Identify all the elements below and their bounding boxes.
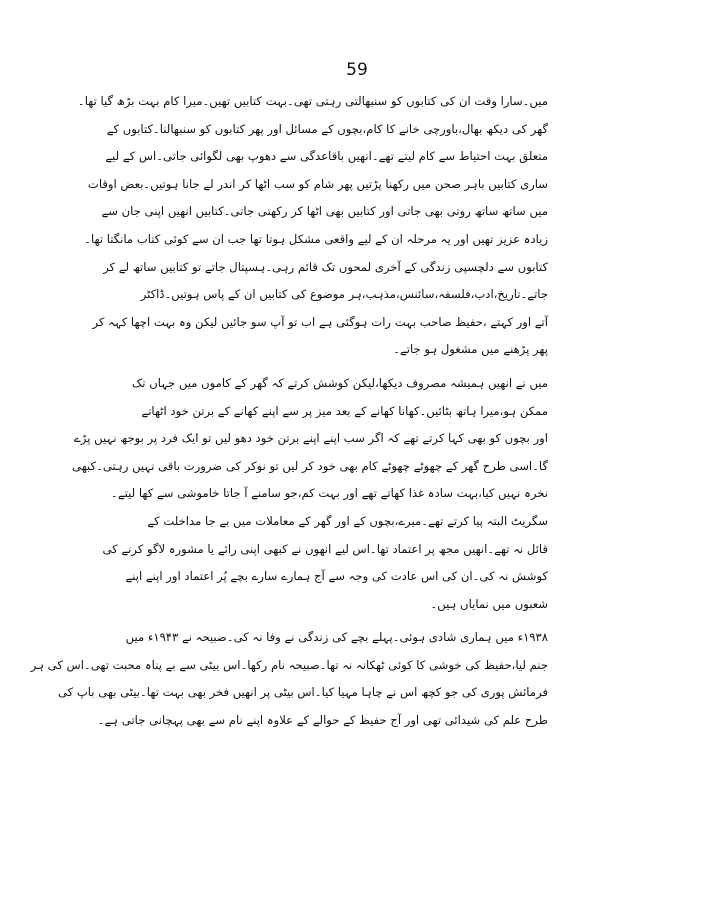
- text-line: فرمائش پوری کی جو کچھ اس نے چاہا مہیا کیا۔اس بیٹی پر انھیں فخر بھی بہت تھا۔بیٹی بھی باپ کی: [57, 685, 548, 700]
- text-line: زیادہ عزیز تھیں اور یہ مرحلہ ان کے لیے واقعی مشکل ہوتا تھا جب ان سے کوئی کتاب مانگتا تھا۔: [84, 231, 548, 246]
- text-line: ساری کتابیں باہر صحن میں رکھنا پڑتیں پھر شام کو سب اٹھا کر اندر لے جانا ہوتیں۔بعض اوقات: [87, 176, 548, 191]
- text-line: ممکن ہو،میرا ہاتھ بٹائیں۔کھانا کھانے کے بعد میز پر سے اپنے کھانے کے برتن خود اٹھاتے: [141, 403, 548, 418]
- text-line: کوشش نہ کی۔ان کی اس عادت کی وجہ سے آج ہمارے سارے بچے پُر اعتماد اور اپنے اپنے: [125, 569, 548, 584]
- text-line: گا۔اسی طرح گھر کے چھوٹے چھوٹے کام بھی خود کر لیں تو نوکر کی ضرورت باقی نہیں رہتی۔کبھی: [72, 458, 548, 473]
- body-text: [30, 88, 548, 735]
- text-line: جاتے۔تاریخ،ادب،فلسفہ،سائنس،مذہب،ہر موضوع کی کتابیں ان کے پاس ہوتیں۔ڈاکٹر: [140, 287, 548, 302]
- paragraph-2: [72, 370, 548, 618]
- text-line: نخرہ نہیں کیا،بہت سادہ غذا کھاتے تھے اور بہت کم،جو سامنے آ جاتا خاموشی سے کھا لیتے۔: [111, 486, 548, 501]
- text-line: میں ساتھ ساتھ روتی بھی جاتی اور کتابیں بھی اٹھا کر رکھتی جاتی۔کتابیں انھیں اپنی جان سے: [101, 204, 548, 219]
- text-line: شعبوں میں نمایاں ہیں۔: [430, 596, 548, 611]
- text-line: آتے اور کہتے ،حفیظ صاحب بہت رات ہوگئی ہے اب تو آپ سو جائیں لیکن وہ بہت اچھا کہہ کر: [92, 314, 548, 329]
- page-number: 59: [346, 60, 368, 80]
- text-line: سگریٹ البتہ پیا کرتے تھے۔میرے،بچوں کے اور گھر کے معاملات میں بے جا مداخلت کے: [147, 513, 548, 528]
- text-line: ۱۹۳۸ء میں ہماری شادی ہوئی۔پہلے بچے کی زندگی نے وفا نہ کی۔صبیحہ نے ۱۹۴۳ء میں: [125, 630, 548, 645]
- text-line: اور بچوں کو بھی کہا کرتے تھے کہ اگر سب اپنے اپنے برتن خود دھو لیں تو ایک فرد پر بوجھ نہیں پڑے: [74, 431, 548, 446]
- text-line: کتابوں سے دلچسپی زندگی کے آخری لمحوں تک قائم رہی۔ہسپتال جاتے تو کتابیں ساتھ لے کر: [103, 259, 548, 274]
- text-line: پھر پڑھنے میں مشغول ہو جاتے۔: [393, 342, 548, 357]
- text-line: گھر کی دیکھ بھال،باورچی خانے کا کام،بچوں کے مسائل اور پھر کتابوں کو سنبھالنا۔کتابوں کے: [106, 121, 548, 136]
- text-line: میں نے انھیں ہمیشہ مصروف دیکھا،لیکن کوشش کرتے کہ گھر کے کاموں میں جہاں تک: [131, 375, 548, 390]
- text-line: متعلق بہت احتیاط سے کام لیتے تھے۔انھیں باقاعدگی سے دھوپ بھی لگوائی جاتی۔اس کے لیے: [105, 149, 548, 164]
- paragraph-1: [77, 88, 548, 364]
- text-line: میں۔سارا وقت ان کی کتابوں کو سنبھالتی رہتی تھی۔بہت کتابیں تھیں۔میرا کام بہت بڑھ گیا تھا۔: [77, 94, 548, 108]
- text-line: جنم لیا،حفیظ کی خوشی کا کوئی ٹھکانہ نہ تھا۔صبیحہ نام رکھا۔اس بیٹی سے بے پناہ محبت تھی۔اس کی ہر: [30, 657, 548, 672]
- paragraph-3: [30, 624, 548, 734]
- text-line: طرح علم کی شیدائی تھی اور آج حفیظ کے حوالے کے علاوہ اپنے نام سے بھی پہچانی جاتی ہے۔: [97, 713, 548, 728]
- text-line: قائل نہ تھے۔انھیں مجھ پر اعتماد تھا۔اس لیے انھوں نے کبھی اپنی رائے یا مشورہ لاگو کرنے کی: [102, 541, 548, 556]
